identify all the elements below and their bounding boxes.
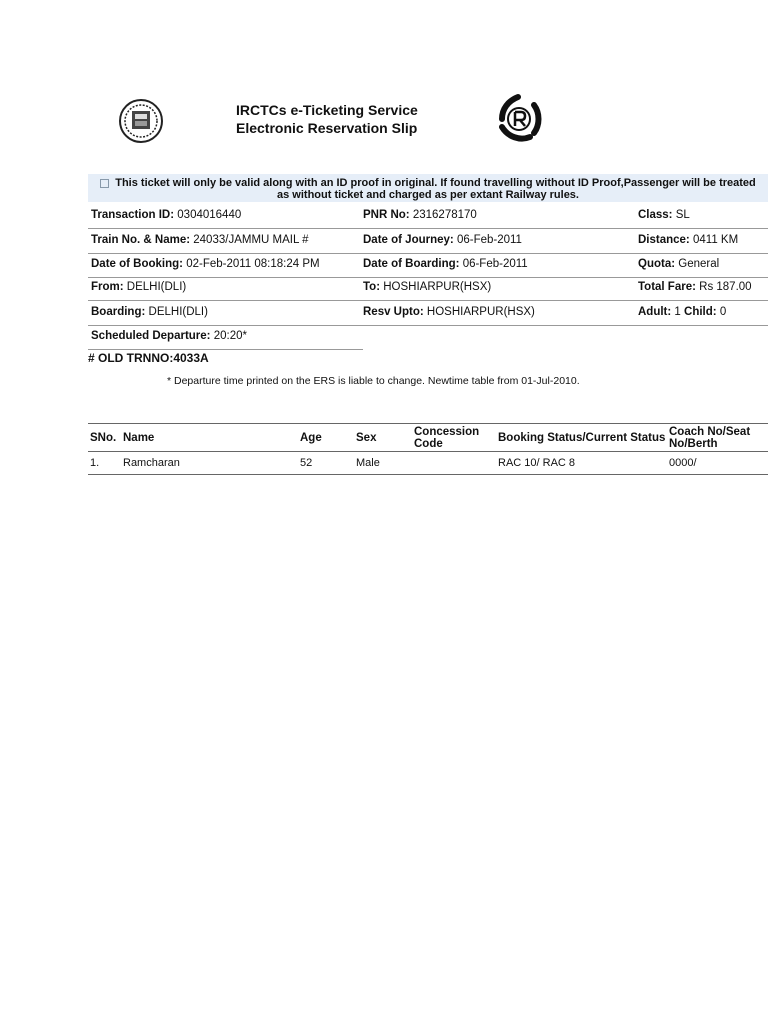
details-row-4: [88, 276, 768, 301]
passenger-count: Adult: 1 Child: 0: [638, 306, 727, 318]
header-sno: SNo.: [90, 432, 117, 444]
notice-line-1: This ticket will only be valid along with an ID proof in original. If found travelling without ID Proof,Passenger will be treated: [115, 177, 756, 189]
distance: Distance: 0411 KM: [638, 234, 739, 246]
header-concession: Concession Code: [414, 426, 480, 450]
from-station: From: DELHI(DLI): [91, 281, 187, 293]
pnr-number: PNR No: 2316278170: [363, 209, 477, 221]
indian-railways-emblem-icon: [117, 98, 165, 144]
passenger-name: Ramcharan: [123, 457, 180, 469]
header-sex: Sex: [356, 432, 377, 444]
header-name: Name: [123, 432, 155, 444]
table-row: [88, 451, 768, 475]
train-number-name: Train No. & Name: 24033/JAMMU MAIL #: [91, 234, 309, 246]
header-coach-seat: Coach No/Seat No/Berth: [669, 426, 751, 450]
passenger-age: 52: [300, 457, 313, 469]
id-proof-notice: [88, 174, 768, 202]
details-row-3: [88, 253, 768, 278]
title-line-1: IRCTCs e-Ticketing Service: [236, 102, 418, 118]
details-row-5: [88, 301, 768, 326]
details-row-2: [88, 229, 768, 254]
old-train-number: # OLD TRNNO:4033A: [88, 351, 209, 365]
scheduled-departure: Scheduled Departure: 20:20*: [91, 330, 247, 342]
passenger-sex: Male: [356, 457, 380, 469]
page-title: [236, 101, 418, 137]
details-row-6: [88, 325, 363, 350]
total-fare: Total Fare: Rs 187.00: [638, 281, 752, 293]
notice-line-2: as without ticket and charged as per extant Railway rules.: [277, 189, 579, 201]
to-station: To: HOSHIARPUR(HSX): [363, 281, 492, 293]
quota: Quota: General: [638, 258, 720, 270]
details-row-1: [88, 204, 768, 229]
date-of-boarding: Date of Boarding: 06-Feb-2011: [363, 258, 528, 270]
checkbox-icon: [100, 179, 109, 188]
date-of-booking: Date of Booking: 02-Feb-2011 08:18:24 PM: [91, 258, 320, 270]
irctc-logo-icon: [492, 93, 544, 145]
boarding-station: Boarding: DELHI(DLI): [91, 306, 208, 318]
header-age: Age: [300, 432, 322, 444]
header-booking-status: Booking Status/Current Status: [498, 432, 666, 444]
transaction-id: Transaction ID: 0304016440: [91, 209, 242, 221]
passenger-booking-status: RAC 10/ RAC 8: [498, 457, 576, 469]
passenger-coach: 0000/: [669, 457, 697, 469]
passenger-table-header: [88, 423, 768, 452]
travel-class: Class: SL: [638, 209, 690, 221]
departure-note: * Departure time printed on the ERS is liable to change. Newtime table from 01-Jul-2010.: [167, 375, 580, 387]
title-line-2: Electronic Reservation Slip: [236, 120, 418, 136]
reservation-upto: Resv Upto: HOSHIARPUR(HSX): [363, 306, 535, 318]
date-of-journey: Date of Journey: 06-Feb-2011: [363, 234, 522, 246]
passenger-sno: 1.: [90, 457, 100, 469]
